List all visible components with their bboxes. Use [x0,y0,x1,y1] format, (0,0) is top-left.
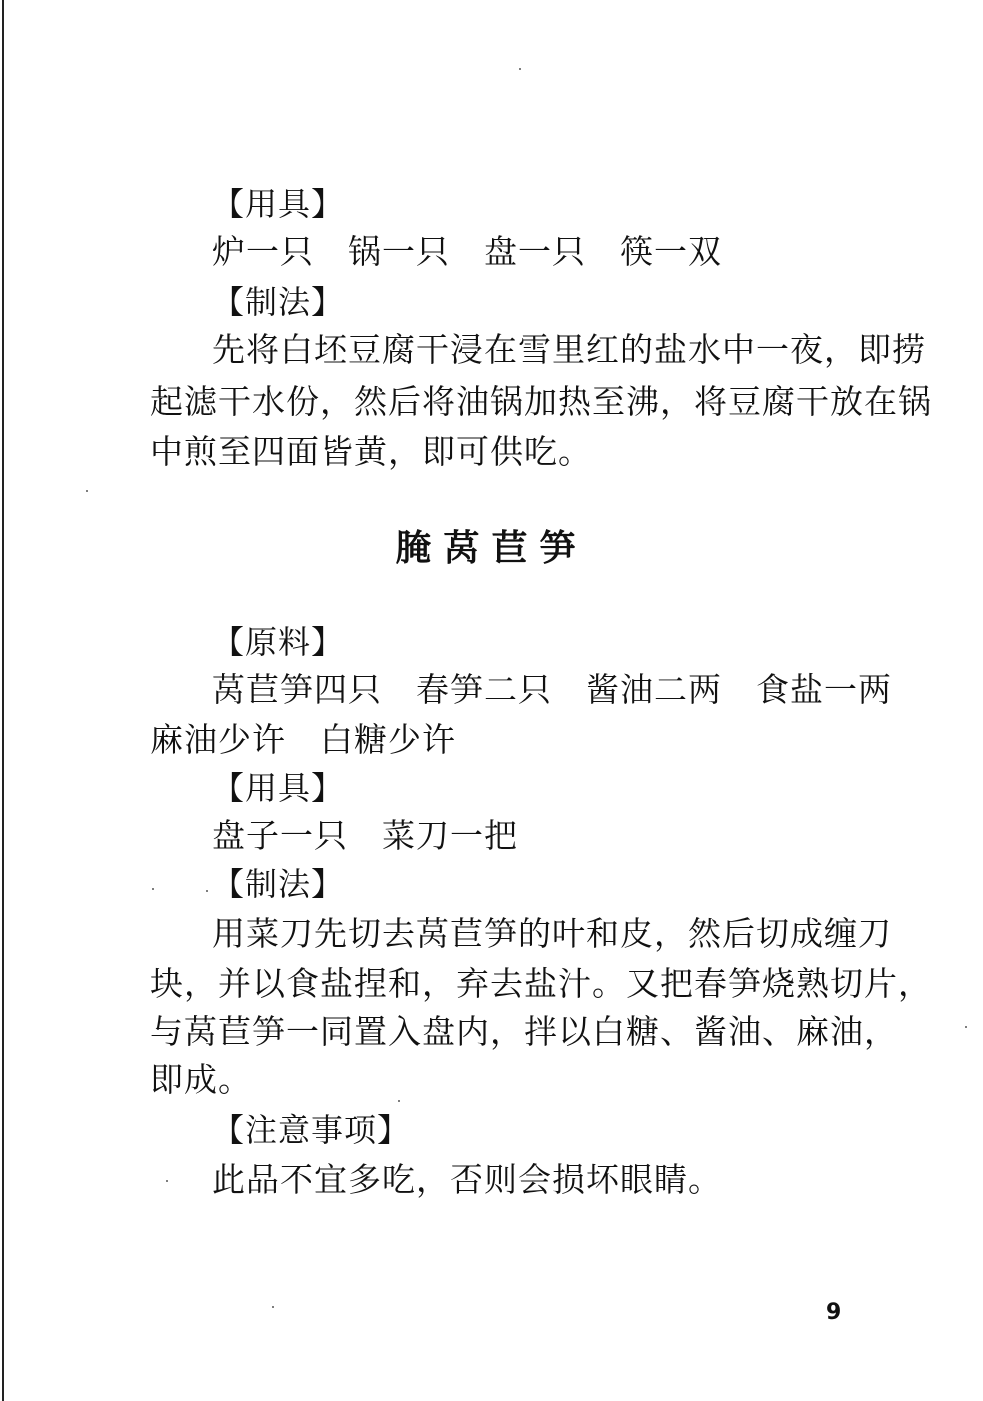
ingredients-line-2: 麻油少许 白糖少许 [150,720,456,759]
scan-speck [965,1026,967,1028]
tools-header-1: 【用具】 [212,185,345,223]
scan-speck [152,888,154,890]
method-line-2: 起滤干水份，然后将油锅加热至沸，将豆腐干放在锅 [150,382,932,421]
method-line-2-3: 与莴苣笋一同置入盘内，拌以白糖、酱油、麻油， [150,1012,898,1051]
method-header-1: 【制法】 [212,283,345,321]
scan-speck [398,1100,400,1102]
page-number: 9 [826,1300,842,1325]
ingredients-line-1: 莴苣笋四只 春笋二只 酱油二两 食盐一两 [212,670,892,709]
scan-speck [86,490,88,492]
method-line-3: 中煎至四面皆黄，即可供吃。 [150,432,592,471]
scan-speck [206,890,208,892]
method-line-2-1: 用菜刀先切去莴苣笋的叶和皮，然后切成缠刀 [212,914,892,953]
notes-text: 此品不宜多吃，否则会损坏眼睛。 [212,1160,722,1199]
notes-header: 【注意事项】 [212,1111,411,1149]
scan-speck [166,1180,168,1182]
tools-list-1: 炉一只 锅一只 盘一只 筷一双 [212,232,722,271]
scan-speck [519,68,521,70]
scan-speck [272,1306,274,1308]
tools-list-2: 盘子一只 菜刀一把 [212,816,518,855]
page-edge-line [2,0,4,1401]
method-header-2: 【制法】 [212,865,345,903]
recipe-title: 腌莴苣笋 [395,527,588,569]
tools-header-2: 【用具】 [212,769,345,807]
ingredients-header: 【原料】 [212,623,345,661]
method-line-2-4: 即成。 [150,1060,252,1099]
method-line-1: 先将白坯豆腐干浸在雪里红的盐水中一夜，即捞 [212,330,926,369]
method-line-2-2: 块，并以食盐捏和，弃去盐汁。又把春笋烧熟切片， [150,964,932,1003]
